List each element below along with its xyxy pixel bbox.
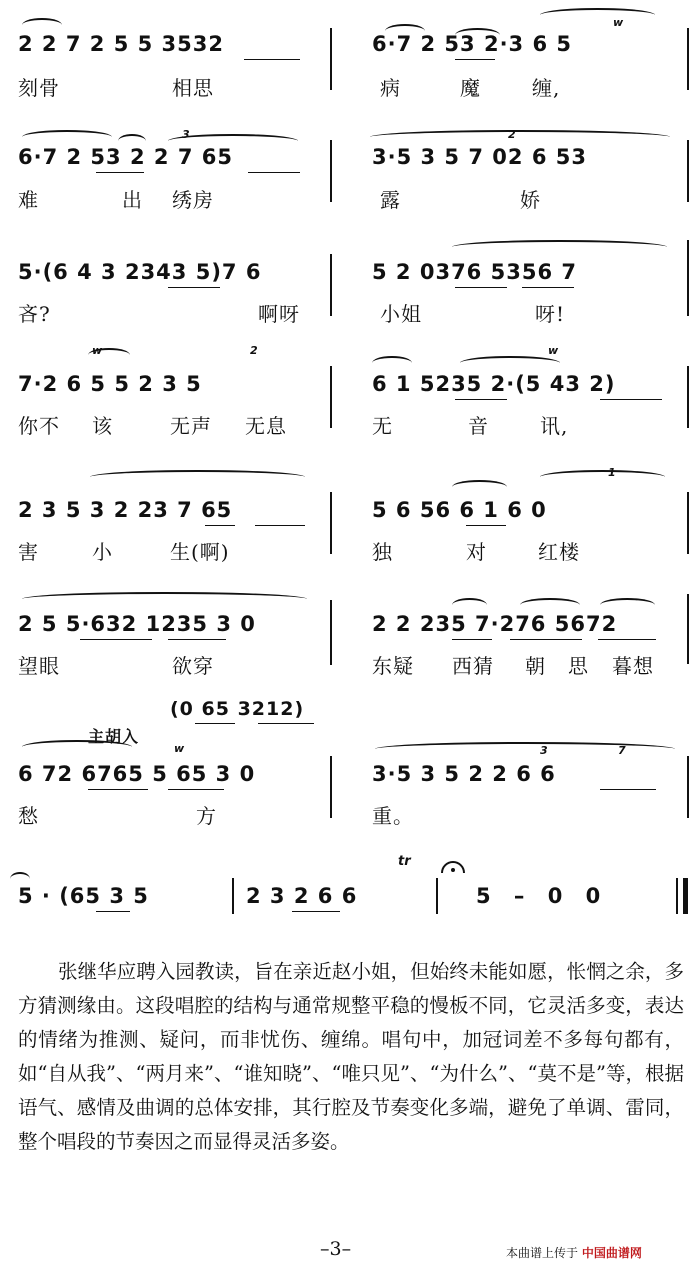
notation-left: 2 5 5·632 1235 3 0: [18, 612, 256, 636]
lyric: 害: [18, 540, 39, 564]
lyric: 愁: [18, 804, 39, 828]
lyric: 缠,: [532, 76, 561, 100]
notation-right: 3·5 3 5 2 2 6 6: [372, 762, 556, 786]
barline: [330, 140, 332, 202]
lyric: 欲穿: [172, 654, 214, 678]
credit-text: 本曲谱上传于: [506, 1246, 579, 1260]
lyric: 无: [372, 414, 393, 438]
final-barline: [683, 878, 688, 914]
barline: [676, 878, 678, 914]
grace-note: 3: [540, 744, 548, 757]
lyric: 你不: [18, 414, 60, 438]
trill-mark: tr: [398, 854, 411, 869]
lyric: 小: [92, 540, 113, 564]
lyric: 暮想: [612, 654, 654, 678]
fermata-icon: [440, 858, 466, 874]
barline: [687, 756, 689, 818]
notation-right: 5 2 0376 5356 7: [372, 260, 577, 284]
mordent-mark: w: [174, 742, 185, 755]
lyric: 无声: [170, 414, 212, 438]
lyric: 无息: [245, 414, 287, 438]
barline: [687, 240, 689, 316]
lyric: 刻骨: [18, 76, 60, 100]
notation-left: 6 72 6765 5 65 3 0: [18, 762, 256, 786]
lyric: 音: [468, 414, 489, 438]
lyric: 东疑: [372, 654, 414, 678]
notation-right: 3·5 3 5 7 02 6 53: [372, 145, 587, 169]
lyric: 方: [196, 804, 217, 828]
barline: [687, 28, 689, 90]
lyric: 绣房: [172, 188, 214, 212]
lyric: 病: [380, 76, 401, 100]
notation-left: 2 3 5 3 2 23 7 65: [18, 498, 233, 522]
lyric: 望眼: [18, 654, 60, 678]
mordent-mark: w: [548, 344, 559, 357]
barline: [330, 254, 332, 316]
paragraph-text: 张继华应聘入园教读，旨在亲近赵小姐，但始终未能如愿，怅惘之余，多方猜测缘由。这段唱腔的结构与通常规整平稳的慢板不同，它灵活多变，表达的情绪为推测、疑问，而非忧伤、缠绵。唱句中，加冠词差不多每句都有，如“自从我”、“两月来”、“谁知晓”、“唯只见”、“为什么”、“莫不是”等，根据语气、感情及曲调的总体安排，其行腔及节奏变化多端，避免了单调、雷同，整个唱段的节奏因之而显得灵活多姿。: [18, 960, 684, 1153]
grace-note: 2: [250, 344, 258, 357]
notation-right: 6·7 2 53 2·3 6 5: [372, 32, 573, 56]
notation-left: 5·(6 4 3 2343 5)7 6: [18, 260, 262, 284]
lyric: 独: [372, 540, 393, 564]
notation-right: 6 1 5235 2·(5 43 2): [372, 372, 616, 396]
lyric: 生(啊): [170, 540, 230, 564]
notation-left: 6·7 2 53 2 2 7 65: [18, 145, 233, 169]
commentary-paragraph: [18, 955, 684, 1159]
grace-note: 7: [618, 744, 626, 757]
lyric: 出: [122, 188, 143, 212]
lyric: 红楼: [538, 540, 580, 564]
lyric: 露: [380, 188, 401, 212]
lyric: 啊呀: [258, 302, 300, 326]
source-credit: [506, 1244, 642, 1261]
instrumental-line: (0 65 3212): [170, 698, 305, 720]
barline: [330, 28, 332, 90]
barline: [330, 366, 332, 428]
notation-right: 5 – 0 0: [476, 884, 609, 908]
barline: [436, 878, 438, 914]
barline: [330, 600, 332, 665]
barline: [687, 594, 689, 664]
grace-note: 3: [182, 128, 190, 141]
grace-note: 2: [508, 128, 516, 141]
page-number: –3–: [320, 1238, 352, 1260]
annotation: 主胡入: [88, 727, 140, 746]
mordent-mark: w: [92, 344, 103, 357]
barline: [330, 756, 332, 818]
lyric: 魔: [460, 76, 481, 100]
mordent-mark: w: [613, 16, 624, 29]
lyric: 吝?: [18, 302, 51, 326]
barline: [330, 492, 332, 554]
lyric: 小姐: [380, 302, 422, 326]
lyric: 对: [466, 540, 487, 564]
notation-left: 2 2 7 2 5 5 3532: [18, 32, 224, 56]
barline: [687, 366, 689, 428]
notation-left: 5 · (65 3 5: [18, 884, 149, 908]
barline: [687, 492, 689, 554]
lyric: 该: [92, 414, 113, 438]
lyric: 难: [18, 188, 39, 212]
notation-right: 2 2 235 7·276 5672: [372, 612, 618, 636]
notation-left: 7·2 6 5 5 2 3 5: [18, 372, 202, 396]
grace-note: 1: [608, 466, 616, 479]
lyric: 思: [568, 654, 589, 678]
lyric: 西猜: [452, 654, 494, 678]
lyric: 呀!: [535, 302, 566, 326]
lyric: 讯,: [540, 414, 569, 438]
lyric: 重。: [372, 804, 414, 828]
lyric: 相思: [172, 76, 214, 100]
lyric: 朝: [525, 654, 546, 678]
barline: [232, 878, 234, 914]
notation-right: 5 6 56 6 1 6 0: [372, 498, 547, 522]
barline: [687, 140, 689, 202]
notation-mid: 2 3 2 6 6: [246, 884, 358, 908]
credit-brand: 中国曲谱网: [581, 1246, 642, 1260]
lyric: 娇: [520, 188, 541, 212]
